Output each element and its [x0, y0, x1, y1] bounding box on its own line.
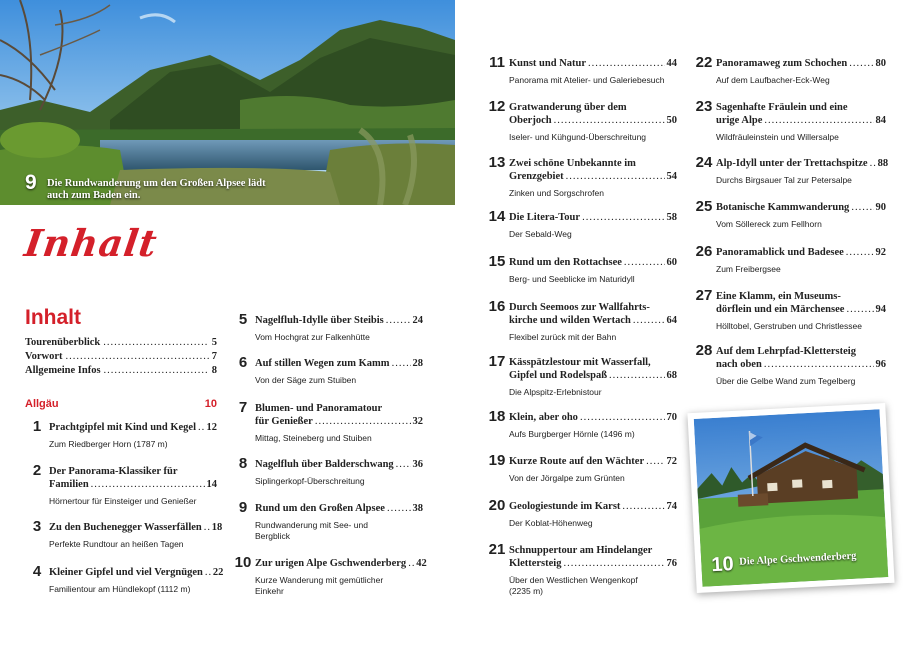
tour-page: 12 — [206, 422, 217, 433]
tour-title — [716, 157, 889, 170]
tour-number: 16 — [488, 298, 506, 315]
hero-tour-number: 9 — [25, 171, 37, 194]
tour-subtitle — [255, 332, 423, 343]
leader-dots — [198, 421, 205, 434]
tour-subtitle — [509, 132, 677, 143]
tour-title — [509, 544, 677, 570]
tour-page: 92 — [875, 247, 886, 258]
tour-subtitle — [716, 132, 886, 143]
tour-title-line: Zu den Buchenegger Wasserfällen — [49, 522, 202, 533]
leader-dots — [205, 566, 211, 579]
tour-title-line: Oberjoch — [509, 115, 552, 126]
tour-number: 9 — [238, 499, 248, 516]
tour-subtitle-line: Durchs Birgsauer Tal zur Petersalpe — [716, 175, 852, 185]
tour-subtitle — [509, 274, 677, 285]
tour-title — [716, 57, 886, 70]
tour-subtitle-line: Hörnertour für Einsteiger und Genießer — [49, 496, 197, 506]
tour-page: 36 — [412, 459, 423, 470]
tour-title — [509, 455, 677, 468]
front-matter-item[interactable] — [25, 365, 217, 379]
leader-dots — [851, 201, 873, 214]
tour-title — [49, 566, 224, 579]
leader-dots — [870, 157, 876, 170]
tour-title-line: Geologiestunde im Karst — [509, 501, 621, 512]
tour-subtitle-line: (2235 m) — [509, 586, 544, 596]
leader-dots — [408, 557, 414, 570]
tour-subtitle-line: Kurze Wanderung mit gemütlicher — [255, 575, 384, 585]
tour-title-line: Rund um den Großen Alpsee — [255, 503, 385, 514]
tour-title-line: Kleiner Gipfel und viel Vergnügen — [49, 567, 203, 578]
region-name: Allgäu — [25, 398, 59, 410]
tour-subtitle — [49, 496, 217, 507]
region-page: 10 — [204, 398, 217, 410]
tour-number: 1 — [32, 418, 42, 435]
tour-title — [509, 356, 677, 382]
tour-title — [716, 246, 886, 259]
hero-photo — [0, 0, 455, 205]
tour-number: 5 — [238, 311, 248, 328]
tour-title-line: Klettersteig — [509, 558, 562, 569]
tour-title-line: Blumen- und Panoramatour — [255, 403, 383, 414]
tour-page: 72 — [666, 456, 677, 467]
front-matter-item[interactable] — [25, 337, 217, 351]
tour-page: 60 — [666, 257, 677, 268]
tour-number: 21 — [488, 541, 506, 558]
tour-number: 8 — [238, 455, 248, 472]
tour-number: 15 — [488, 253, 506, 270]
tour-page: 44 — [666, 58, 677, 69]
tour-title-line: Durch Seemoos zur Wallfahrts- — [509, 302, 650, 313]
tour-title — [255, 502, 423, 515]
leader-dots — [582, 211, 664, 224]
tour-subtitle-line: Vom Hochgrat zur Falkenhütte — [255, 332, 370, 342]
tour-number: 12 — [488, 98, 506, 115]
leader-dots — [386, 314, 411, 327]
tour-title — [509, 101, 677, 127]
leader-dots — [392, 357, 411, 370]
tour-subtitle-line: Zinken und Sorgschrofen — [509, 188, 604, 198]
tour-title-line: Die Litera-Tour — [509, 212, 581, 223]
leader-dots — [764, 358, 874, 371]
tour-subtitle-line: Zum Freibergsee — [716, 264, 781, 274]
tour-title — [509, 256, 677, 269]
tour-number: 19 — [488, 452, 506, 469]
tour-subtitle-line: Vom Söllereck zum Fellhorn — [716, 219, 822, 229]
tour-subtitle — [716, 376, 886, 387]
tour-title-line: Panoramablick und Badesee — [716, 247, 844, 258]
tour-title-line: nach oben — [716, 359, 762, 370]
tour-subtitle — [509, 229, 677, 240]
tour-subtitle — [509, 518, 677, 529]
tour-page: 80 — [875, 58, 886, 69]
tour-page: 42 — [416, 558, 427, 569]
tour-title-line: kirche und wilden Wertach — [509, 315, 631, 326]
tour-page: 22 — [212, 567, 224, 578]
tour-subtitle — [509, 387, 677, 398]
tour-subtitle — [49, 539, 217, 550]
tour-page: 96 — [875, 359, 886, 370]
tour-title-line: Rund um den Rottachsee — [509, 257, 622, 268]
tour-subtitle-line: Von der Jörgalpe zum Grünten — [509, 473, 625, 483]
front-matter-page: 5 — [211, 337, 217, 348]
tour-subtitle-line: Flexibel zurück mit der Bahn — [509, 332, 617, 342]
tour-title-line: Grenzgebiet — [509, 171, 564, 182]
tour-title-line: Auf dem Lehrpfad-Klettersteig — [716, 346, 856, 357]
tour-subtitle — [716, 175, 886, 186]
tour-number: 28 — [695, 342, 713, 359]
tour-subtitle-line: Über die Gelbe Wand zum Tegelberg — [716, 376, 856, 386]
tour-page: 38 — [412, 503, 423, 514]
alpsee-landscape-image — [0, 0, 455, 205]
tour-title-line: Alp-Idyll unter der Trettachspitze — [716, 158, 868, 169]
tour-title — [716, 101, 886, 127]
tour-number: 7 — [238, 399, 248, 416]
tour-number: 3 — [32, 518, 42, 535]
tour-number: 2 — [32, 462, 42, 479]
tour-subtitle — [255, 375, 423, 386]
tour-number: 27 — [695, 287, 713, 304]
tour-number: 18 — [488, 408, 506, 425]
tour-title-line: Botanische Kammwanderung — [716, 202, 850, 213]
tour-number: 23 — [695, 98, 713, 115]
tour-title-line: Klein, aber oho — [509, 412, 578, 423]
tour-subtitle — [716, 321, 886, 332]
leader-dots — [580, 411, 665, 424]
tour-title-line: Kässpätzlestour mit Wasserfall, — [509, 357, 651, 368]
tour-title-line: Gratwanderung über dem — [509, 102, 627, 113]
tour-subtitle-line: Panorama mit Atelier- und Galeriebesuch — [509, 75, 665, 85]
tour-title — [49, 521, 223, 534]
tour-title-line: Nagelfluh über Balderschwang — [255, 459, 394, 470]
tour-page: 24 — [412, 315, 423, 326]
tour-title-line: urige Alpe — [716, 115, 763, 126]
tour-title-line: Auf stillen Wegen zum Kamm — [255, 358, 390, 369]
front-matter-page: 7 — [211, 351, 217, 362]
leader-dots — [846, 246, 874, 259]
tour-page: 28 — [412, 358, 423, 369]
tour-title — [716, 345, 886, 371]
tour-subtitle — [49, 584, 217, 595]
leader-dots — [624, 256, 665, 269]
tour-page: 50 — [666, 115, 677, 126]
tour-title-line: Eine Klamm, ein Museums- — [716, 291, 841, 302]
tour-title — [255, 314, 423, 327]
tour-subtitle-line: Berg- und Seeblicke im Naturidyll — [509, 274, 635, 284]
tour-subtitle-line: Einkehr — [255, 586, 284, 596]
leader-dots — [846, 303, 873, 316]
tour-number: 17 — [488, 353, 506, 370]
tour-subtitle — [509, 429, 677, 440]
tour-title — [509, 411, 677, 424]
tour-title — [509, 211, 677, 224]
tour-title-line: Zur urigen Alpe Gschwenderberg — [255, 558, 407, 569]
alpe-photo — [687, 403, 894, 593]
tour-subtitle — [509, 332, 677, 343]
tour-subtitle — [509, 75, 677, 86]
tour-number: 6 — [238, 354, 248, 371]
tour-subtitle-line: Die Alpspitz-Erlebnistour — [509, 387, 602, 397]
tour-subtitle — [255, 575, 423, 597]
photo-tour-number: 10 — [710, 553, 735, 577]
tour-subtitle — [716, 264, 886, 275]
tour-subtitle-line: Von der Säge zum Stuiben — [255, 375, 357, 385]
tour-page: 14 — [206, 479, 217, 490]
tour-title — [255, 357, 423, 370]
tour-title — [509, 301, 677, 327]
tour-subtitle-line: Perfekte Rundtour an heißen Tagen — [49, 539, 184, 549]
tour-title-line: Der Panorama-Klassiker für — [49, 466, 178, 477]
leader-dots — [849, 57, 873, 70]
tour-page: 18 — [211, 522, 223, 533]
leader-dots — [563, 557, 664, 570]
tour-title — [509, 500, 677, 513]
tour-number: 13 — [488, 154, 506, 171]
tour-number: 20 — [488, 497, 506, 514]
tour-title-line: Nagelfluh-Idylle über Steibis — [255, 315, 384, 326]
tour-number: 10 — [234, 554, 252, 571]
leader-dots — [566, 170, 665, 183]
tour-subtitle — [716, 75, 886, 86]
tour-subtitle — [509, 188, 677, 199]
tour-subtitle-line: Der Koblat-Höhenweg — [509, 518, 593, 528]
tour-page: 94 — [875, 304, 886, 315]
tour-page: 58 — [666, 212, 677, 223]
tour-subtitle-line: Über den Westlichen Wengenkopf — [509, 575, 638, 585]
tour-page: 32 — [412, 416, 423, 427]
tour-subtitle-line: Bergblick — [255, 531, 290, 541]
tour-subtitle — [49, 439, 217, 450]
tour-title-line: Schnuppertour am Hindelanger — [509, 545, 653, 556]
tour-subtitle-line: Siplingerkopf-Überschreitung — [255, 476, 365, 486]
tour-page: 90 — [875, 202, 886, 213]
tour-number: 4 — [32, 563, 42, 580]
front-matter-title: Tourenüberblick — [25, 337, 101, 348]
tour-number: 14 — [488, 208, 506, 225]
tour-page: 54 — [666, 171, 677, 182]
tour-title — [716, 201, 886, 214]
tour-subtitle — [255, 433, 423, 444]
tour-number: 24 — [695, 154, 713, 171]
tour-title-line: Kunst und Natur — [509, 58, 587, 69]
leader-dots — [204, 521, 210, 534]
leader-dots — [646, 455, 664, 468]
tour-subtitle-line: Mittag, Steineberg und Stuiben — [255, 433, 372, 443]
leader-dots — [396, 458, 411, 471]
leader-dots — [609, 369, 664, 382]
leader-dots — [764, 114, 873, 127]
tour-title-line: Zwei schöne Unbekannte im — [509, 158, 636, 169]
tour-subtitle-line: Hölltobel, Gerstruben und Christlessee — [716, 321, 862, 331]
tour-title-line: Prachtgipfel mit Kind und Kegel — [49, 422, 196, 433]
tour-subtitle-line: Der Sebald-Weg — [509, 229, 572, 239]
front-matter-page: 8 — [211, 365, 217, 376]
tour-title-line: Kurze Route auf den Wächter — [509, 456, 645, 467]
tour-title — [509, 157, 677, 183]
leader-dots — [622, 500, 664, 513]
tour-title — [49, 465, 217, 491]
region-heading[interactable] — [25, 398, 217, 410]
tour-number: 25 — [695, 198, 713, 215]
leader-dots — [315, 415, 411, 428]
front-matter-title: Allgemeine Infos — [25, 365, 101, 376]
script-title: Inhalt — [21, 221, 161, 265]
tour-page: 64 — [666, 315, 677, 326]
tour-subtitle-line: Zum Riedberger Horn (1787 m) — [49, 439, 168, 449]
tour-title-line: Familien — [49, 479, 89, 490]
tour-subtitle — [255, 476, 423, 487]
tour-subtitle-line: Wildfräuleinstein und Willersalpe — [716, 132, 839, 142]
tour-page: 70 — [666, 412, 677, 423]
tour-page: 88 — [877, 158, 889, 169]
tour-title — [255, 402, 423, 428]
front-matter-item[interactable] — [25, 351, 217, 365]
leader-dots — [91, 478, 205, 491]
tour-title-line: Sagenhafte Fräulein und eine — [716, 102, 848, 113]
tour-title-line: für Genießer — [255, 416, 313, 427]
tour-subtitle — [716, 219, 886, 230]
hero-caption: Die Rundwanderung um den Großen Alpsee lädt auch zum Baden ein. — [47, 178, 266, 201]
tour-number: 11 — [489, 54, 505, 71]
tour-subtitle-line: Aufs Burgberger Hörnle (1496 m) — [509, 429, 635, 439]
tour-page: 68 — [666, 370, 677, 381]
front-matter-list — [25, 337, 217, 379]
tour-subtitle — [255, 520, 423, 542]
tour-page: 74 — [666, 501, 677, 512]
tour-title — [716, 290, 886, 316]
tour-subtitle-line: Auf dem Laufbacher-Eck-Weg — [716, 75, 830, 85]
photo-caption: Die Alpe Gschwenderberg — [739, 550, 857, 568]
tour-subtitle-line: Iseler- und Kühgund-Überschreitung — [509, 132, 647, 142]
tour-page: 84 — [875, 115, 886, 126]
leader-dots — [554, 114, 665, 127]
tour-title — [509, 57, 677, 70]
tour-title — [49, 421, 217, 434]
tour-subtitle-line: Rundwanderung mit See- und — [255, 520, 368, 530]
tour-title-line: dörflein und ein Märchensee — [716, 304, 845, 315]
tour-number: 26 — [695, 243, 713, 260]
tour-subtitle — [509, 575, 677, 597]
leader-dots — [633, 314, 665, 327]
tour-title-line: Panoramaweg zum Schochen — [716, 58, 848, 69]
tour-title-line: Gipfel und Rodelspaß — [509, 370, 608, 381]
tour-title — [255, 557, 427, 570]
tour-subtitle — [509, 473, 677, 484]
page-title: Inhalt — [25, 306, 81, 329]
tour-title — [255, 458, 423, 471]
leader-dots — [588, 57, 664, 70]
tour-page: 76 — [666, 558, 677, 569]
leader-dots — [387, 502, 411, 515]
front-matter-title: Vorwort — [25, 351, 63, 362]
tour-number: 22 — [695, 54, 713, 71]
tour-subtitle-line: Familientour am Hündlekopf (1112 m) — [49, 584, 191, 594]
